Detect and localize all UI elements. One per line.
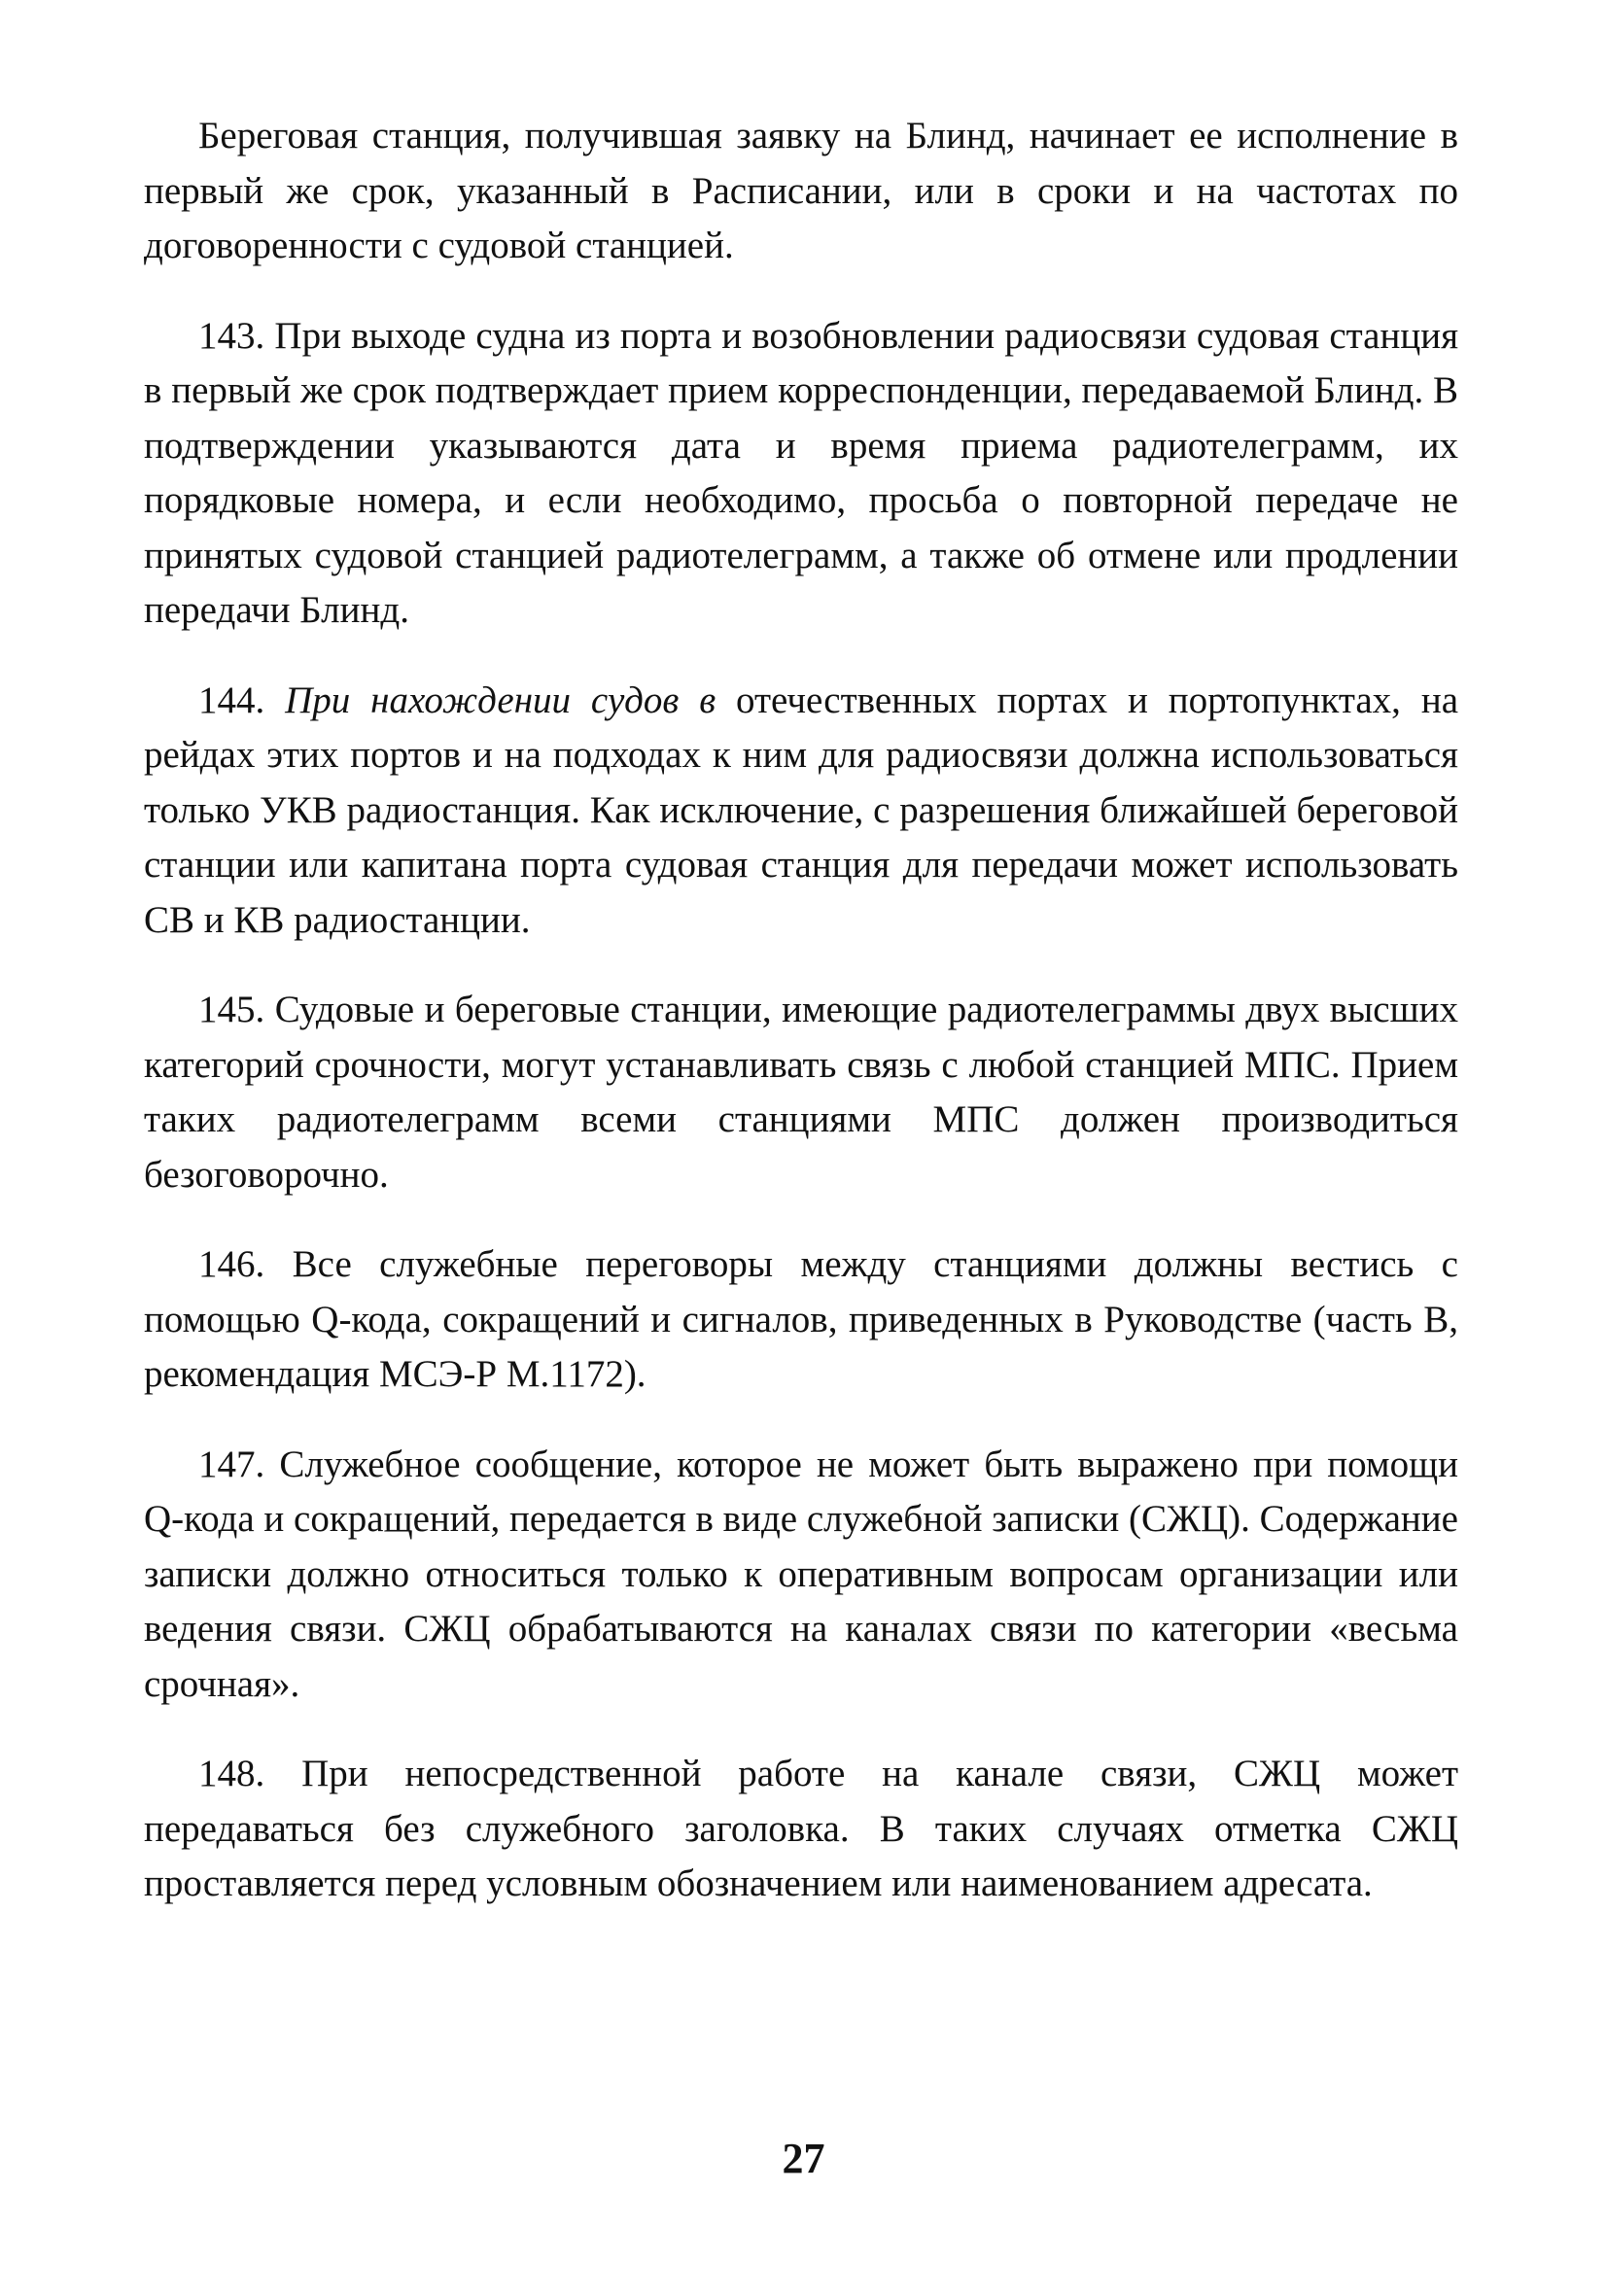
paragraph-text: Все служебные переговоры между станциями должны вестись с помощью Q-кода, сокращений и сигналов, приведенных в Руководстве (часть В, рекомендация МСЭ-Р М.1172). [144, 1243, 1458, 1395]
paragraph-number: 148. [198, 1753, 265, 1794]
paragraph-text: Служебное сообщение, которое не может быть выражено при помощи Q-кода и сокращений, передается в виде служебной записки (СЖЦ). Содержание записки должно относиться только к оперативным вопросам организации или ведения связи. СЖЦ обрабатываются на каналах связи по категории «весьма срочная». [144, 1443, 1459, 1705]
paragraph-number: 146. [198, 1243, 265, 1285]
paragraph-148 [144, 1747, 1458, 1912]
paragraph-145 [144, 983, 1458, 1202]
paragraph-text: При непосредственной работе на канале связи, СЖЦ может передаваться без служебного заголовка. В таких случаях отметка СЖЦ проставляется перед условным обозначением или наименованием адресата. [144, 1753, 1458, 1904]
paragraph-text: Береговая станция, получившая заявку на Блинд, начинает ее исполнение в первый же срок, указанный в Расписании, или в сроки и на частотах по договоренности с судовой станцией. [144, 115, 1458, 266]
paragraph-number: 143. [198, 314, 265, 357]
paragraph-144 [144, 674, 1458, 949]
page-number: 27 [782, 2135, 825, 2182]
paragraph-text: При выходе судна из порта и возобновлении радиосвязи судовая станция в первый же срок подтверждает прием корреспонденции, передаваемой Блинд. В подтверждении указываются дата и время приема радиотелеграмм, их порядковые номера, и если необходимо, просьба о повторной передаче не принятых судовой станцией радиотелеграмм, а также об отмене или продлении передачи Блинд. [144, 314, 1459, 631]
paragraph-143 [144, 309, 1458, 639]
paragraph-text: отечественных портах и портопунктах, на рейдах этих портов и на подходах к ним для радиосвязи должна использоваться только УКВ радиостанция. Как исключение, с разрешения ближайшей береговой станции или капитана порта судовая станция для передачи может использовать СВ и КВ радиостанции. [144, 678, 1458, 941]
paragraph-text: Судовые и береговые станции, имеющие радиотелеграммы двух высших категорий срочности, могут устанавливать связь с любой станцией МПС. Прием таких радиотелеграмм всеми станциями МПС должен производиться безоговорочно. [144, 989, 1459, 1196]
paragraph-intro [144, 109, 1458, 274]
paragraph-italic-text: При нахождении судов в [285, 678, 716, 721]
body-text [144, 109, 1458, 1947]
paragraph-number: 147. [198, 1443, 265, 1485]
paragraph-146 [144, 1237, 1458, 1403]
paragraph-number: 144. [198, 678, 265, 721]
paragraph-147 [144, 1438, 1458, 1713]
paragraph-number: 145. [198, 989, 265, 1030]
